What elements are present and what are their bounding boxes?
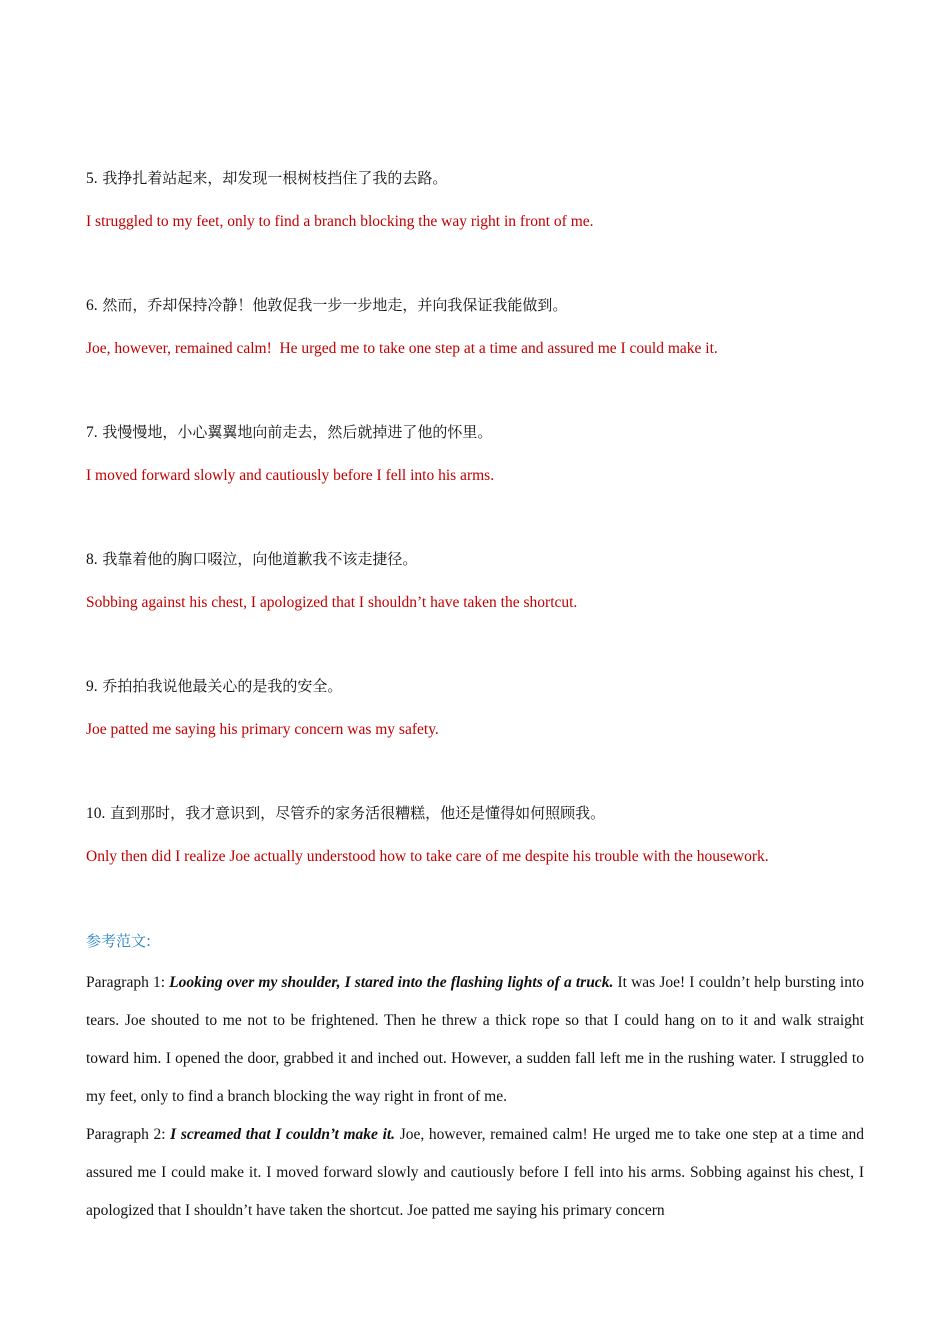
reference-heading: 参考范文: <box>86 932 152 950</box>
english-translation: Only then did I realize Joe actually understood how to take care of me despite his trouble with the housework. <box>86 848 769 865</box>
chinese-sentence <box>86 422 866 443</box>
item-number: 9. <box>86 678 98 695</box>
chinese-text: 然而，乔却保持冷静！他敦促我一步一步地走，并向我保证我能做到。 <box>102 296 568 314</box>
chinese-sentence <box>86 676 866 697</box>
item-5 <box>86 168 866 232</box>
paragraph-2 <box>86 1116 864 1230</box>
item-number: 8. <box>86 551 98 568</box>
paragraph-lead-sentence: I screamed that I couldn’t make it. <box>170 1126 396 1143</box>
paragraph-label: Paragraph 1: <box>86 974 170 991</box>
english-translation: I struggled to my feet, only to find a branch blocking the way right in front of me. <box>86 213 594 230</box>
chinese-text: 我挣扎着站起来，却发现一根树枝挡住了我的去路。 <box>102 169 448 187</box>
english-translation: Sobbing against his chest, I apologized that I shouldn’t have taken the shortcut. <box>86 594 578 611</box>
chinese-text: 我靠着他的胸口啜泣，向他道歉我不该走捷径。 <box>102 550 418 568</box>
item-9 <box>86 676 866 740</box>
reference-essay <box>86 964 864 1230</box>
paragraph-1 <box>86 964 864 1116</box>
paragraph-lead-sentence: Looking over my shoulder, I stared into the flashing lights of a truck. <box>169 974 614 991</box>
item-number: 5. <box>86 170 98 187</box>
item-number: 6. <box>86 297 98 314</box>
item-10 <box>86 803 866 867</box>
chinese-text: 直到那时，我才意识到，尽管乔的家务活很糟糕，他还是懂得如何照顾我。 <box>110 804 606 822</box>
english-translation: I moved forward slowly and cautiously before I fell into his arms. <box>86 467 495 484</box>
item-number: 10. <box>86 805 106 822</box>
item-6 <box>86 295 866 359</box>
paragraph-body: Joe, however, remained calm! He urged me to take one step at a time and assured me I could make it. I moved forward slowly and cautiously before I fell into his arms. Sobbing against his chest, I apologized that I shouldn’t have taken the shortcut. Joe patted me saying his primary concern <box>86 1126 864 1219</box>
chinese-sentence <box>86 549 866 570</box>
item-7 <box>86 422 866 486</box>
chinese-sentence <box>86 803 866 824</box>
chinese-text: 我慢慢地，小心翼翼地向前走去，然后就掉进了他的怀里。 <box>102 423 493 441</box>
chinese-sentence <box>86 168 866 189</box>
paragraph-label: Paragraph 2: <box>86 1126 171 1143</box>
item-number: 7. <box>86 424 98 441</box>
english-translation: Joe, however, remained calm! He urged me to take one step at a time and assured me I could make it. <box>86 340 718 357</box>
chinese-text: 乔拍拍我说他最关心的是我的安全。 <box>102 677 343 695</box>
item-8 <box>86 549 866 613</box>
english-translation: Joe patted me saying his primary concern was my safety. <box>86 721 439 738</box>
chinese-sentence <box>86 295 866 316</box>
paragraph-body: It was Joe! I couldn’t help bursting into tears. Joe shouted to me not to be frightened. Then he threw a thick rope so that I could hang on to it and walk straight toward him. I opened the door, grabbed it and inched out. However, a sudden fall left me in the rushing water. I struggled to my feet, only to find a branch blocking the way right in front of me. <box>86 974 864 1105</box>
